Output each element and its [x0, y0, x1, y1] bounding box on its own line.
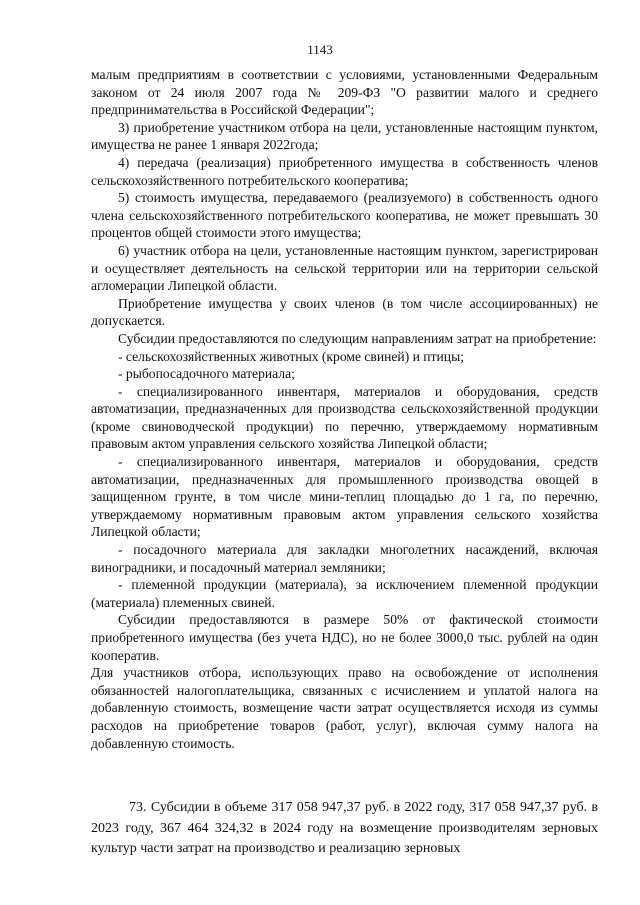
- list-item: 5) стоимость имущества, передаваемого (реализуемого) в собственность одного члена сельскохозяйственного потребительского кооператива, не может превышать 30 процентов общей стоимости этого имущества;: [91, 190, 598, 241]
- section-73: [91, 798, 598, 860]
- list-item: - специализированного инвентаря, материалов и оборудования, средств автоматизации, предназначенных для промышленного производства овощей в защищенном грунте, в том числе мини-теплиц площадью до 1 га, по перечню, утверждаемому нормативным правовым актом управления сельского хозяйства Липецкой области;: [91, 454, 598, 540]
- list-item: - племенной продукции (материала), за исключением племенной продукции (материала) племенных свиней.: [91, 577, 598, 610]
- list-item: - посадочного материала для закладки многолетних насаждений, включая виноградники, и посадочный материал земляники;: [91, 542, 598, 575]
- list-item: 4) передача (реализация) приобретенного имущества в собственность членов сельскохозяйственного потребительского кооператива;: [91, 154, 598, 188]
- paragraph-73: 73. Субсидии в объеме 317 058 947,37 руб. в 2022 году, 317 058 947,37 руб. в 2023 году, 367 464 324,32 в 2024 году на возмещение производителям зерновых культур части затрат на производство и реализацию зерновых: [91, 800, 598, 856]
- list-item: 6) участник отбора на цели, установленные настоящим пунктом, зарегистрирован и осуществляет деятельность на сельской территории или на территории сельской агломерации Липецкой области.: [91, 242, 598, 294]
- paragraph: Для участников отбора, использующих право на освобождение от исполнения обязанностей налогоплательщика, связанных с исчислением и уплатой налога на добавленную стоимость, возмещение части затрат осуществляется исходя из суммы расходов на приобретение товаров (работ, услуг), включая сумму налога на добавленную стоимость.: [91, 665, 598, 751]
- list-item: 3) приобретение участником отбора на цели, установленные настоящим пунктом, имущества не ранее 1 января 2022года;: [91, 119, 598, 153]
- paragraph: Субсидии предоставляются по следующим направлениям затрат на приобретение:: [118, 330, 597, 346]
- document-body: [91, 66, 598, 752]
- list-item: - рыбопосадочного материала;: [118, 366, 295, 382]
- page-number: 1143: [307, 42, 333, 57]
- paragraph: малым предприятиям в соответствии с условиями, установленными Федеральным законом от 24 июля 2007 года № 209-ФЗ "О развитии малого и среднего предпринимательства в Российской Федерации";: [91, 67, 598, 118]
- paragraph: Субсидии предоставляются в размере 50% от фактической стоимости приобретенного имущества (без учета НДС), но не более 3000,0 тыс. рублей на один кооператив.: [91, 612, 598, 663]
- list-item: - специализированного инвентаря, материалов и оборудования, средств автоматизации, предназначенных для производства сельскохозяйственной продукции (кроме свиноводческой продукции) по перечню, утверждаемому нормативным правовым актом управления сельского хозяйства Липецкой области;: [91, 383, 598, 452]
- paragraph: Приобретение имущества у своих членов (в том числе ассоциированных) не допускается.: [91, 295, 598, 329]
- list-item: - сельскохозяйственных животных (кроме свиней) и птицы;: [118, 348, 464, 364]
